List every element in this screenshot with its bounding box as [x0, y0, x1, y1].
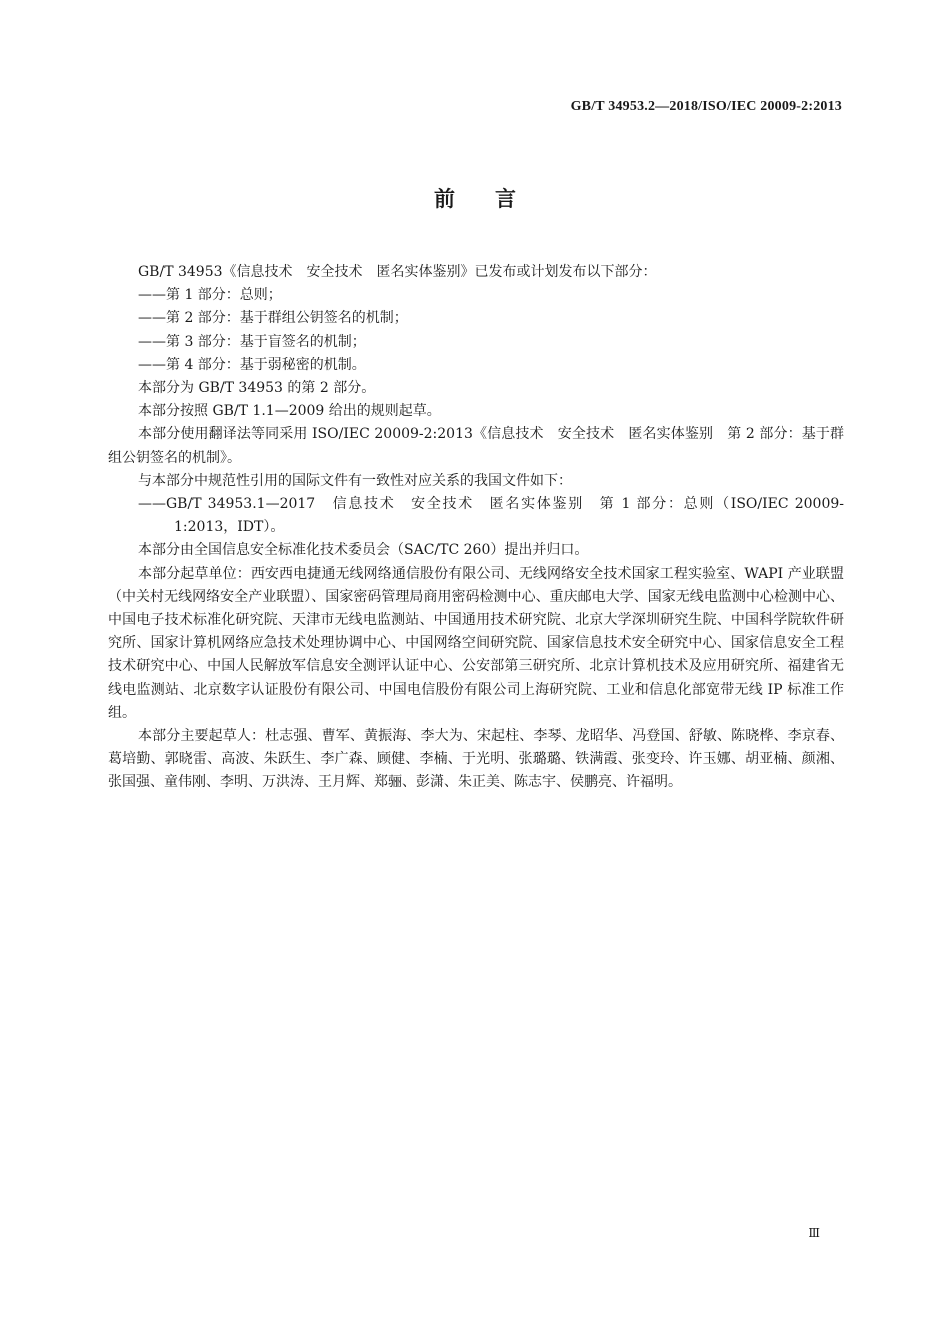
list-item-part-3: ——第 3 部分：基于盲签名的机制；	[138, 333, 366, 350]
page-number: Ⅲ	[808, 1226, 820, 1240]
standard-code-header: GB/T 34953.2—2018/ISO/IEC 20009-2:2013	[570, 99, 842, 114]
paragraph-part-statement: 本部分为 GB/T 34953 的第 2 部分。	[138, 380, 376, 397]
paragraph-drafting-units: 本部分起草单位：西安西电捷通无线网络通信股份有限公司、无线网络安全技术国家工程实验室、WAPI 产业联盟（中关村无线网络安全产业联盟）、国家密码管理局商用密码检测中心、重庆邮电大学、国家无线电监测中心检测中心、中国电子技术标准化研究院、天津市无线电监测站、中国通用技术研究院、北京大学深圳研究生院、中国科学院软件研究所、国家计算机网络应急技术处理协调中心、中国网络空间研究院、国家信息技术安全研究中心、国家信息安全工程技术研究中心、中国人民解放军信息安全测评认证中心、公安部第三研究所、北京计算机技术及应用研究所、福建省无线电监测站、北京数字认证股份有限公司、中国电信股份有限公司上海研究院、工业和信息化部宽带无线 IP 标准工作组。	[108, 565, 844, 721]
page-title: 前言	[434, 187, 556, 211]
paragraph-proposer: 本部分由全国信息安全标准化技术委员会（SAC/TC 260）提出并归口。	[138, 542, 589, 559]
list-item-part-1: ——第 1 部分：总则；	[138, 287, 282, 304]
paragraph-adoption: 本部分使用翻译法等同采用 ISO/IEC 20009-2:2013《信息技术 安全技术 匿名实体鉴别 第 2 部分：基于群组公钥签名的机制》。	[108, 426, 844, 466]
list-item-part-4: ——第 4 部分：基于弱秘密的机制。	[138, 356, 366, 373]
list-item-corresponding-standard: ——GB/T 34953.1—2017 信息技术 安全技术 匿名实体鉴别 第 1 部分：总则（ISO/IEC 20009-1:2013，IDT）。	[138, 496, 844, 536]
paragraph-drafters: 本部分主要起草人：杜志强、曹军、黄振海、李大为、宋起柱、李琴、龙昭华、冯登国、舒敏、陈晓桦、李京春、葛培勤、郭晓雷、高波、朱跃生、李广森、顾健、李楠、于光明、张璐璐、铁满霞、张变玲、许玉娜、胡亚楠、颜湘、张国强、童伟刚、李明、万洪涛、王月辉、郑骊、彭潇、朱正美、陈志宇、侯鹏亮、许福明。	[108, 728, 844, 791]
paragraph-drafting-rules: 本部分按照 GB/T 1.1—2009 给出的规则起草。	[138, 403, 441, 420]
paragraph-correspondence: 与本部分中规范性引用的国际文件有一致性对应关系的我国文件如下：	[138, 472, 572, 489]
paragraph-series-intro: GB/T 34953《信息技术 安全技术 匿名实体鉴别》已发布或计划发布以下部分：	[138, 264, 657, 280]
list-item-part-2: ——第 2 部分：基于群组公钥签名的机制；	[138, 310, 408, 327]
foreword-body	[108, 261, 844, 795]
